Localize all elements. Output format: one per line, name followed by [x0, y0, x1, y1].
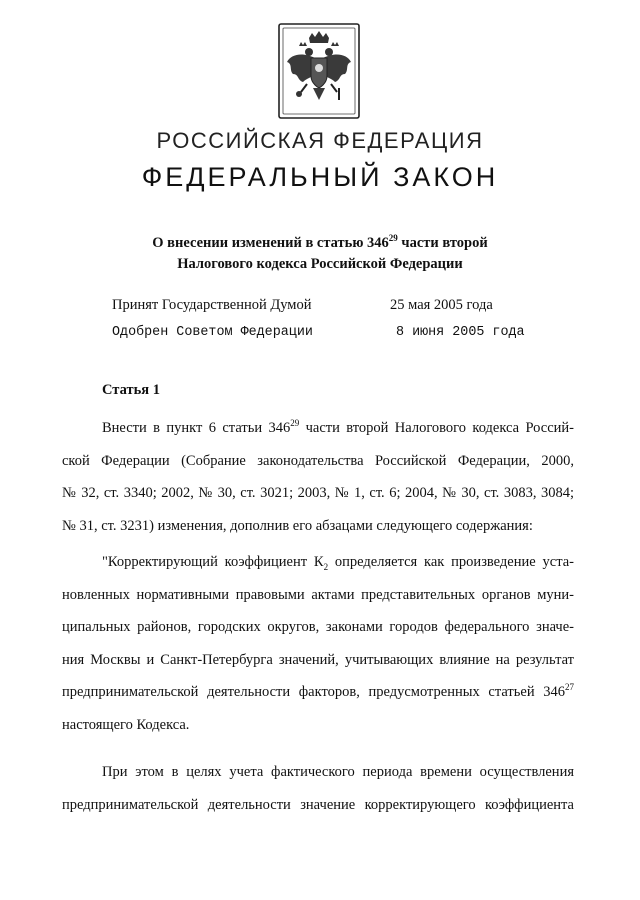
- article-paragraph-3: [62, 756, 574, 821]
- document-type-heading: ФЕДЕРАЛЬНЫЙ ЗАКОН: [141, 162, 499, 192]
- law-title-line-1: О внесении изменений в статью $346^{29}$ части второй: [152, 233, 488, 251]
- paragraph-line: При этом в целях учета фактического периода времени осуществления: [102, 764, 574, 780]
- law-title: [0, 228, 640, 275]
- paragraph-line: № 32, ст. 3340; 2002, № 30, ст. 3021; 2003, № 1, ст. 6; 2004, № 30, ст. 3083, 3084;: [62, 485, 574, 502]
- council-approval-label: Одобрен Советом Федерации: [112, 325, 313, 340]
- paragraph-line: № 31, ст. 3231) изменения, дополнив его абзацами следующего содержания:: [62, 517, 533, 534]
- council-approval-date: 8 июня 2005 года: [396, 325, 525, 340]
- duma-adoption-label: Принят Государственной Думой: [112, 297, 312, 313]
- paragraph-line: предпринимательской деятельности значение корректирующего коэффициента: [62, 796, 574, 813]
- paragraph-line: "Корректирующий коэффициент $К_2$ определяется как произведение уста-: [102, 554, 574, 572]
- paragraph-line: предпринимательской деятельности факторов, предусмотренных статьей $346^{27}$: [62, 682, 574, 701]
- duma-adoption-date: 25 мая 2005 года: [390, 297, 493, 313]
- article-paragraph-1: [62, 412, 574, 542]
- article-heading: Статья 1: [102, 382, 160, 398]
- country-heading: РОССИЙСКАЯ ФЕДЕРАЦИЯ: [156, 128, 484, 153]
- paragraph-line: Внести в пункт 6 статьи $346^{29}$ части второй Налогового кодекса Россий-: [102, 418, 574, 436]
- paragraph-line: настоящего Кодекса.: [62, 716, 190, 733]
- paragraph-line: новленных нормативными правовыми актами представительных органов муни-: [62, 586, 574, 603]
- paragraph-line: ния Москвы и Санкт-Петербурга значений, учитывающих влияние на результат: [62, 651, 574, 668]
- article-paragraph-2: [62, 546, 574, 742]
- paragraph-line: ципальных районов, городских округов, законами городов федерального значе-: [62, 619, 574, 636]
- law-title-line-2: Налогового кодекса Российской Федерации: [177, 255, 463, 272]
- paragraph-line: ской Федерации (Собрание законодательства Российской Федерации, 2000,: [62, 452, 574, 469]
- coat-of-arms-emblem: [277, 22, 361, 120]
